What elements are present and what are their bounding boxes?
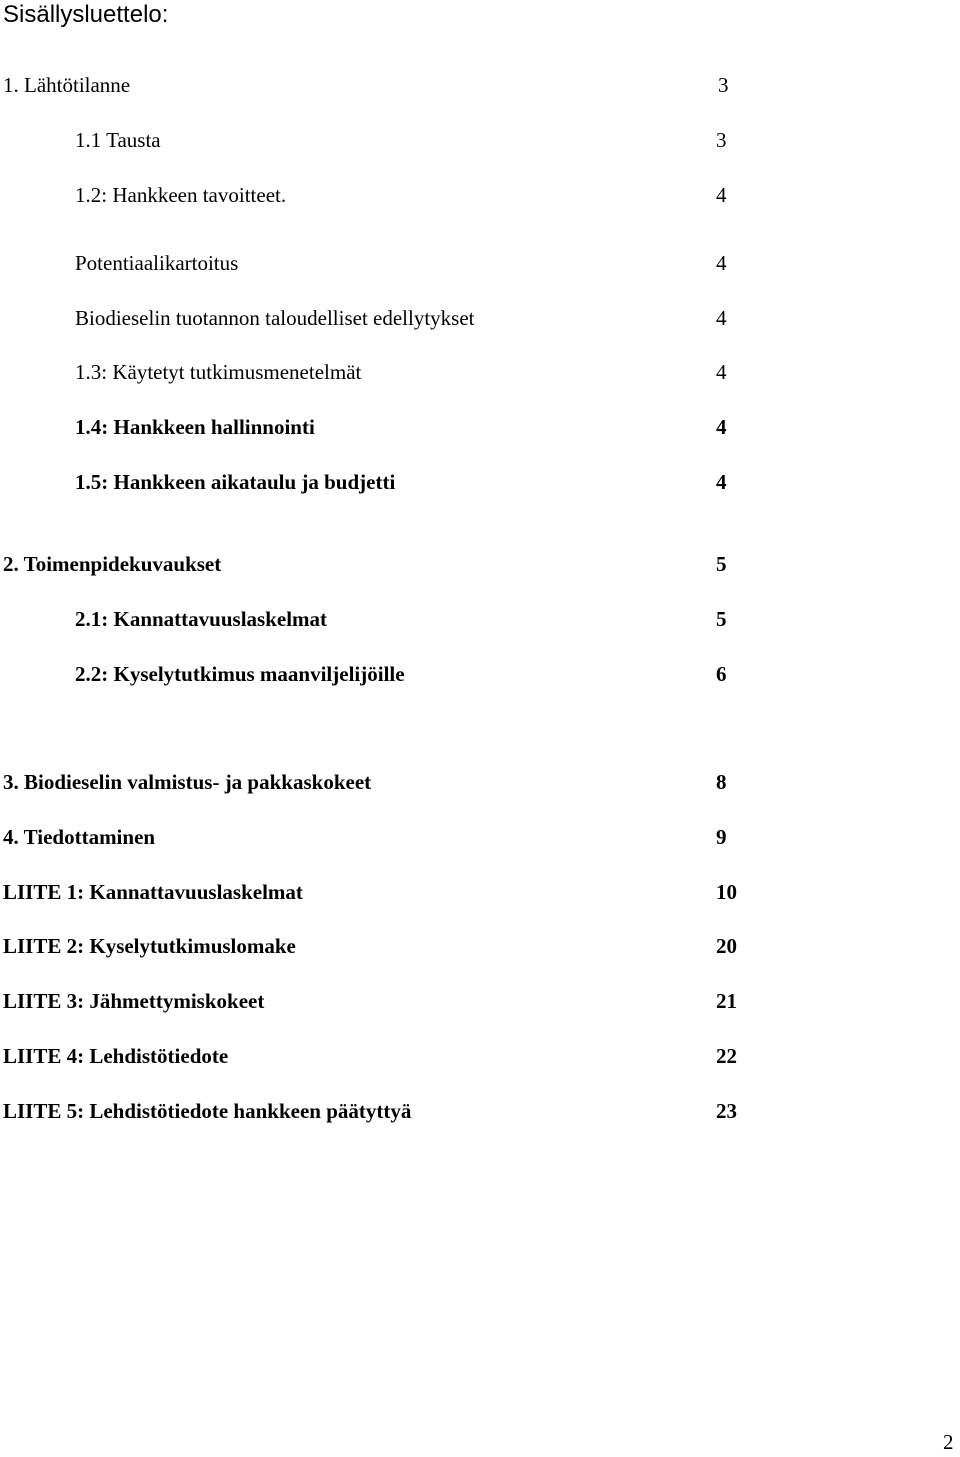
toc-entry-label: LIITE 5: Lehdistötiedote hankkeen päätyttyä (3, 1099, 412, 1123)
toc-entry-label: 3. Biodieselin valmistus- ja pakkaskokeet (3, 770, 372, 794)
toc-entry-label: 2.1: Kannattavuuslaskelmat (75, 607, 328, 631)
toc-entry-page: 9 (716, 825, 727, 849)
toc-entry-potentiaalikartoitus (0, 248, 960, 278)
toc-entry-1-5 (0, 467, 960, 497)
toc-entry-page: 3 (718, 73, 729, 97)
toc-entry-2-2 (0, 659, 960, 689)
toc-entry-label: LIITE 2: Kyselytutkimuslomake (3, 934, 296, 958)
toc-entry-page: 8 (716, 770, 727, 794)
page-number: 2 (943, 1430, 954, 1454)
toc-entry-label: LIITE 1: Kannattavuuslaskelmat (3, 880, 303, 904)
toc-entry-page: 21 (716, 989, 737, 1013)
toc-entry-page: 4 (716, 360, 727, 384)
toc-entry-label: 1.4: Hankkeen hallinnointi (75, 415, 315, 439)
toc-entry-label: 1.2: Hankkeen tavoitteet. (75, 183, 287, 207)
toc-entry-page: 5 (716, 607, 727, 631)
toc-entry-4 (0, 822, 960, 852)
toc-entry-label: 1.3: Käytetyt tutkimusmenetelmät (75, 360, 362, 384)
toc-entry-page: 22 (716, 1044, 737, 1068)
toc-entry-label: LIITE 4: Lehdistötiedote (3, 1044, 229, 1068)
toc-entry-1-1 (0, 125, 960, 155)
toc-entry-1-4 (0, 412, 960, 442)
toc-entry-liite-4 (0, 1041, 960, 1071)
toc-entry-label: 2.2: Kyselytutkimus maanviljelijöille (75, 662, 405, 686)
toc-entry-label: Biodieselin tuotannon taloudelliset edellytykset (75, 306, 475, 330)
toc-entry-3 (0, 767, 960, 797)
toc-entry-page: 4 (716, 183, 727, 207)
toc-entry-page: 4 (716, 251, 727, 275)
toc-entry-label: 1.5: Hankkeen aikataulu ja budjetti (75, 470, 396, 494)
toc-entry-biodieselin-tuotanto (0, 303, 960, 333)
toc-entry-2 (0, 549, 960, 579)
toc-entry-label: 1.1 Tausta (75, 128, 161, 152)
toc-entry-page: 6 (716, 662, 727, 686)
toc-entry-1 (0, 70, 960, 100)
toc-entry-liite-3 (0, 986, 960, 1016)
toc-entry-page: 4 (716, 470, 727, 494)
toc-entry-page: 5 (716, 552, 727, 576)
toc-entry-liite-1 (0, 877, 960, 907)
toc-entry-page: 3 (716, 128, 727, 152)
toc-entry-label: LIITE 3: Jähmettymiskokeet (3, 989, 265, 1013)
toc-title: Sisällysluettelo: (3, 1, 169, 28)
toc-entry-page: 10 (716, 880, 737, 904)
toc-entry-label: 1. Lähtötilanne (3, 73, 131, 97)
toc-entry-liite-2 (0, 931, 960, 961)
toc-entry-1-2 (0, 180, 960, 210)
toc-entry-label: 4. Tiedottaminen (3, 825, 156, 849)
toc-entry-page: 4 (716, 415, 727, 439)
toc-entry-page: 20 (716, 934, 737, 958)
toc-entry-liite-5 (0, 1096, 960, 1126)
toc-entry-label: 2. Toimenpidekuvaukset (3, 552, 222, 576)
toc-entry-label: Potentiaalikartoitus (75, 251, 239, 275)
toc-entry-1-3 (0, 357, 960, 387)
toc-entry-page: 4 (716, 306, 727, 330)
toc-entry-2-1 (0, 604, 960, 634)
toc-entry-page: 23 (716, 1099, 737, 1123)
